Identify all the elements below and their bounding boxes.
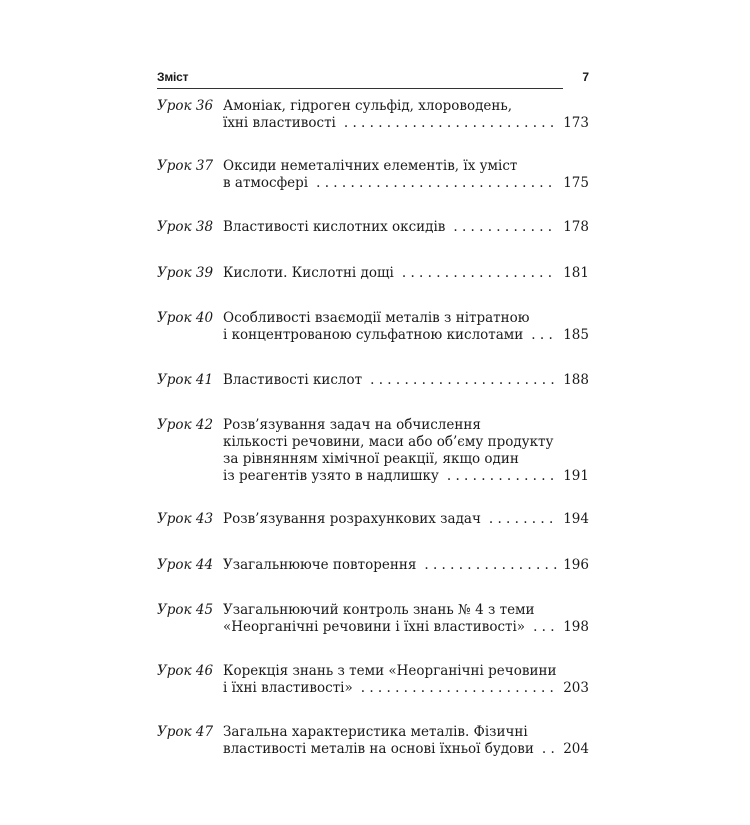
page-number: 185 xyxy=(563,327,589,343)
lesson-title-line: і концентрованою сульфатною кислотами xyxy=(223,327,524,343)
lesson-title xyxy=(223,310,589,344)
lesson-title-last-line xyxy=(223,468,589,485)
lesson-title-line: Амоніак, гідроген сульфід, хлороводень, xyxy=(223,98,513,114)
dot-leader xyxy=(344,115,557,132)
lesson-title-last-line xyxy=(223,680,589,697)
lesson-title xyxy=(223,98,589,132)
lesson-title xyxy=(223,158,589,192)
lesson-title-line: їхні властивості xyxy=(223,115,336,131)
lesson-title-line: Розв’язування задач на обчислення xyxy=(223,417,481,433)
lesson-title-line: Узагальнюючий контроль знань № 4 з теми xyxy=(223,602,535,618)
lesson-title-line: «Неорганічні речовини і їхні властивості» xyxy=(223,619,526,635)
lesson-title-line: і їхні властивості» xyxy=(223,680,353,696)
dot-leader xyxy=(424,557,557,574)
lesson-title-line: Загальна характеристика металів. Фізичні xyxy=(223,724,528,740)
lesson-title-line: Властивості кислот xyxy=(223,372,363,388)
page-number: 178 xyxy=(563,219,589,235)
dot-leader xyxy=(370,372,557,389)
lesson-title xyxy=(223,663,589,697)
page-number: 188 xyxy=(563,372,589,388)
page-number: 181 xyxy=(563,265,589,281)
page-number: 196 xyxy=(563,557,589,573)
lesson-title-line: Особливості взаємодії металів з нітратною xyxy=(223,310,530,326)
dot-leader xyxy=(533,619,557,636)
lesson-title-line: Кислоти. Кислотні дощі xyxy=(223,265,394,281)
lesson-title xyxy=(223,219,589,236)
running-header xyxy=(157,70,589,88)
dot-leader xyxy=(531,327,557,344)
lesson-title-last-line xyxy=(223,557,589,574)
lesson-title-last-line xyxy=(223,372,589,389)
dot-leader xyxy=(447,468,557,485)
lesson-title-line: Узагальнююче повторення xyxy=(223,557,417,573)
page-number: 203 xyxy=(563,680,589,696)
lesson-title-line: в атмосфері xyxy=(223,175,309,191)
lesson-number: Урок 47 xyxy=(157,724,214,740)
lesson-title xyxy=(223,557,589,574)
dot-leader xyxy=(453,219,557,236)
dot-leader xyxy=(402,265,557,282)
dot-leader xyxy=(489,511,557,528)
header-page-number: 7 xyxy=(582,70,589,84)
lesson-title xyxy=(223,724,589,758)
lesson-number: Урок 43 xyxy=(157,511,214,527)
page-number: 198 xyxy=(563,619,589,635)
lesson-title xyxy=(223,511,589,528)
lesson-number: Урок 36 xyxy=(157,98,214,114)
dot-leader xyxy=(361,680,557,697)
lesson-title-line: Корекція знань з теми «Неорганічні речовини xyxy=(223,663,557,679)
lesson-title-line: Властивості кислотних оксидів xyxy=(223,219,446,235)
lesson-title-line: властивості металів на основі їхньої будови xyxy=(223,741,534,757)
lesson-title-line: Оксиди неметалічних елементів, їх уміст xyxy=(223,158,518,174)
lesson-number: Урок 46 xyxy=(157,663,214,679)
lesson-title-line: за рівнянням хімічної реакції, якщо один xyxy=(223,451,519,467)
lesson-title-last-line xyxy=(223,265,589,282)
lesson-title-line: Розв’язування розрахункових задач xyxy=(223,511,481,527)
lesson-number: Урок 39 xyxy=(157,265,214,281)
lesson-number: Урок 41 xyxy=(157,372,214,388)
lesson-title xyxy=(223,372,589,389)
lesson-number: Урок 37 xyxy=(157,158,214,174)
page-number: 204 xyxy=(563,741,589,757)
lesson-title-last-line xyxy=(223,175,589,192)
header-title: Зміст xyxy=(157,70,189,84)
lesson-number: Урок 40 xyxy=(157,310,214,326)
lesson-number: Урок 45 xyxy=(157,602,214,618)
lesson-title-last-line xyxy=(223,511,589,528)
page-number: 173 xyxy=(563,115,589,131)
page-number: 175 xyxy=(563,175,589,191)
lesson-title xyxy=(223,265,589,282)
lesson-title-last-line xyxy=(223,741,589,758)
page-number: 191 xyxy=(563,468,589,484)
lesson-title-line: із реагентів узято в надлишку xyxy=(223,468,439,484)
lesson-number: Урок 38 xyxy=(157,219,214,235)
lesson-number: Урок 44 xyxy=(157,557,214,573)
header-rule xyxy=(157,88,563,89)
lesson-title-line: кількості речовини, маси або об’єму продукту xyxy=(223,434,554,450)
lesson-number: Урок 42 xyxy=(157,417,214,433)
page-number: 194 xyxy=(563,511,589,527)
lesson-title-last-line xyxy=(223,115,589,132)
lesson-title-last-line xyxy=(223,219,589,236)
lesson-title-last-line xyxy=(223,619,589,636)
dot-leader xyxy=(542,741,557,758)
lesson-title xyxy=(223,417,589,485)
lesson-title xyxy=(223,602,589,636)
lesson-title-last-line xyxy=(223,327,589,344)
dot-leader xyxy=(316,175,557,192)
